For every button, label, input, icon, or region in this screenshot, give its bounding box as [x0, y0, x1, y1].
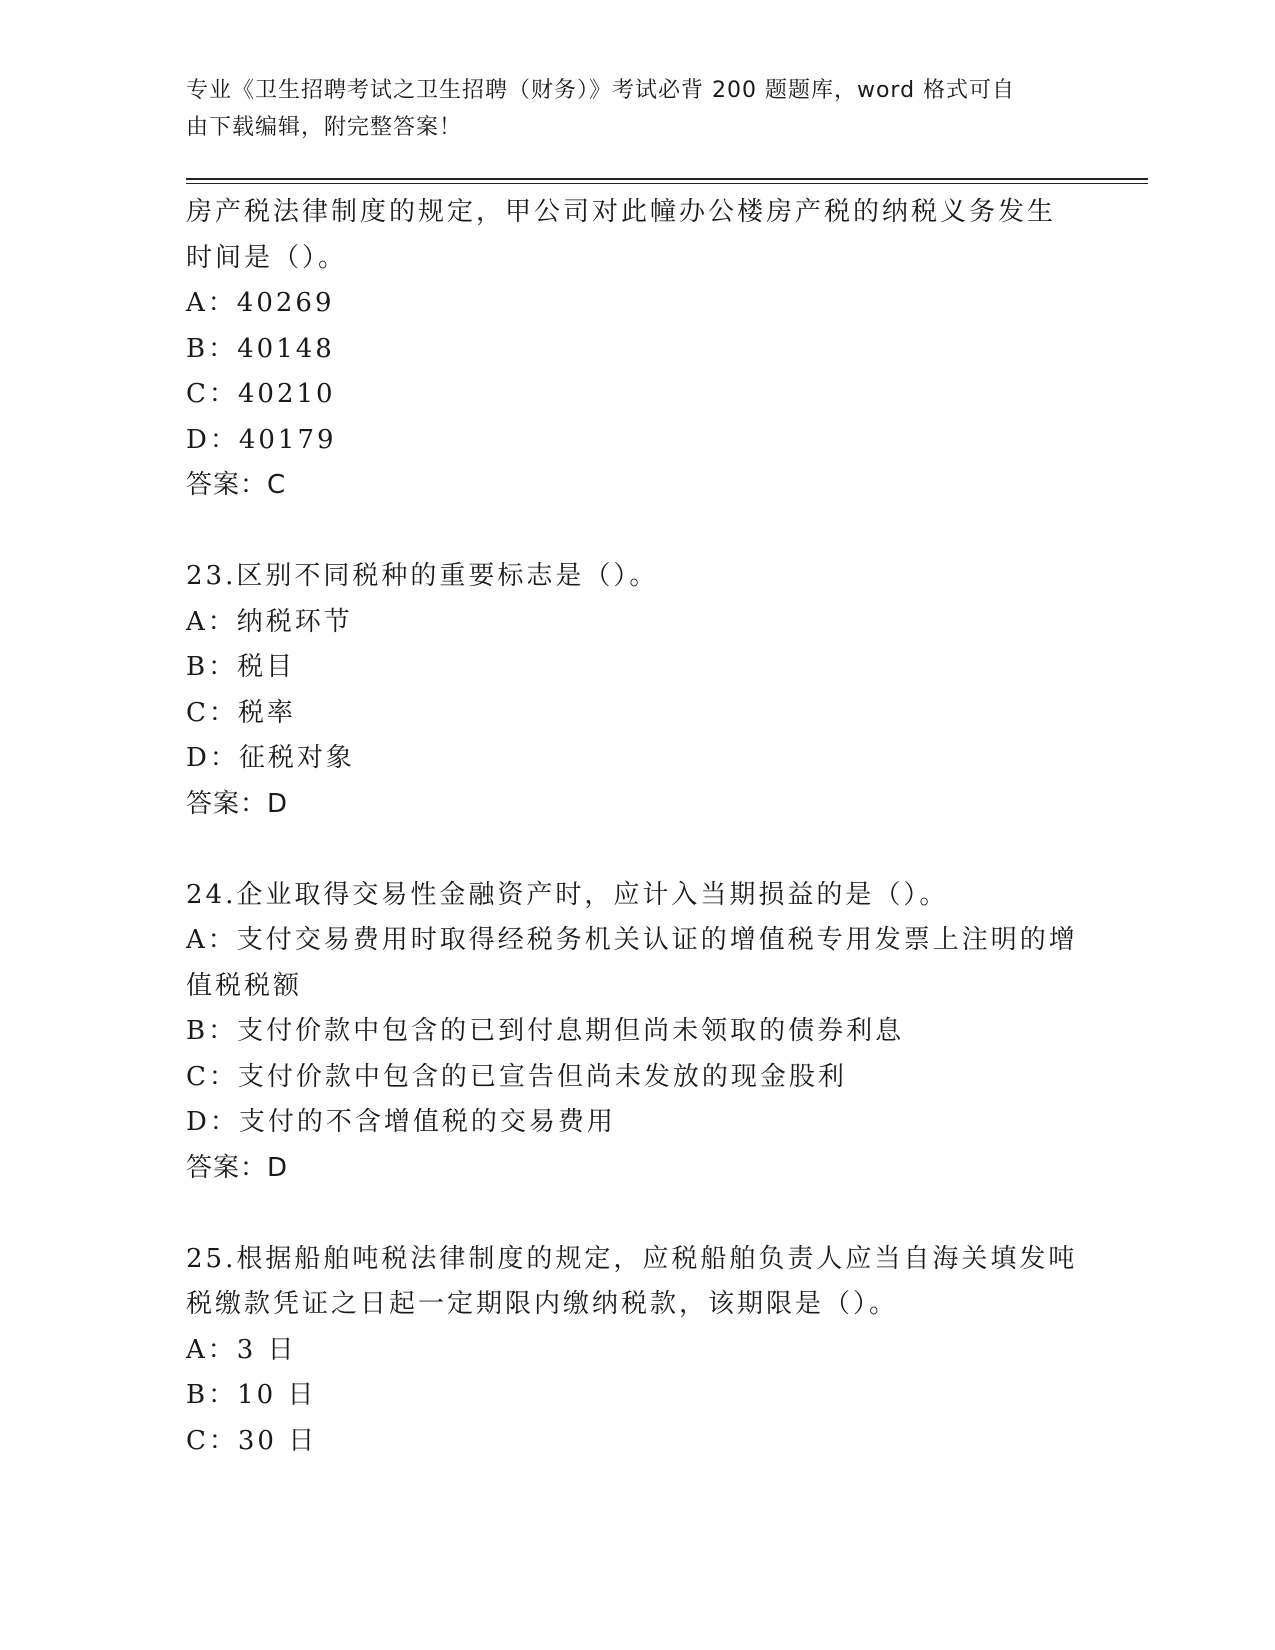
spacer: [186, 509, 1086, 555]
spacer: [186, 1191, 1086, 1237]
question-stem-line: 23.区别不同税种的重要标志是（）。: [186, 561, 659, 591]
option-a: A：支付交易费用时取得经税务机关认证的增值税专用发票上注明的增: [186, 925, 1078, 955]
document-header: [186, 72, 1066, 146]
option-a: A：3 日: [186, 1334, 297, 1365]
option-c: C：30 日: [186, 1425, 318, 1456]
option-d: D：征税对象: [186, 743, 355, 773]
option-b: B：税目: [186, 652, 296, 682]
question-stem-line: 税缴款凭证之日起一定期限内缴纳税款，该期限是（）。: [186, 1289, 899, 1319]
answer-line: 答案：D: [186, 1152, 289, 1183]
option-a: A：40269: [186, 288, 335, 318]
header-line-1: 专业《卫生招聘考试之卫生招聘（财务）》考试必背 200 题题库，word 格式可自: [186, 78, 1016, 103]
header-rule-thick: [186, 178, 1148, 180]
option-b: B：40148: [186, 333, 335, 364]
option-c: C：支付价款中包含的已宣告但尚未发放的现金股利: [186, 1061, 847, 1092]
option-d: D：40179: [186, 424, 337, 455]
question-23: [186, 554, 1086, 827]
option-d: D：支付的不含增值税的交易费用: [186, 1107, 616, 1137]
question-list: [186, 190, 1086, 1464]
header-line-2: 由下载编辑，附完整答案！: [186, 115, 463, 140]
option-c: C：税率: [186, 697, 296, 728]
option-a-continued: 值税税额: [186, 970, 303, 1001]
header-rule-thin: [186, 183, 1148, 184]
option-c: C：40210: [186, 379, 336, 409]
question-stem-line: 24.企业取得交易性金融资产时，应计入当期损益的是（）。: [186, 879, 949, 910]
question-24: [186, 873, 1086, 1192]
question-stem-line: 时间是（）。: [186, 242, 348, 273]
question-22-continued: [186, 190, 1086, 509]
option-a: A：纳税环节: [186, 606, 353, 637]
answer-line: 答案：D: [186, 788, 289, 819]
option-b: B：10 日: [186, 1380, 317, 1410]
question-25: [186, 1237, 1086, 1465]
question-stem-line: 25.根据船舶吨税法律制度的规定，应税船舶负责人应当自海关填发吨: [186, 1243, 1078, 1274]
option-b: B：支付价款中包含的已到付息期但尚未领取的债券利息: [186, 1016, 905, 1046]
question-stem-line: 房产税法律制度的规定，甲公司对此幢办公楼房产税的纳税义务发生: [186, 197, 1057, 227]
spacer: [186, 827, 1086, 873]
answer-line: 答案：C: [186, 470, 287, 500]
